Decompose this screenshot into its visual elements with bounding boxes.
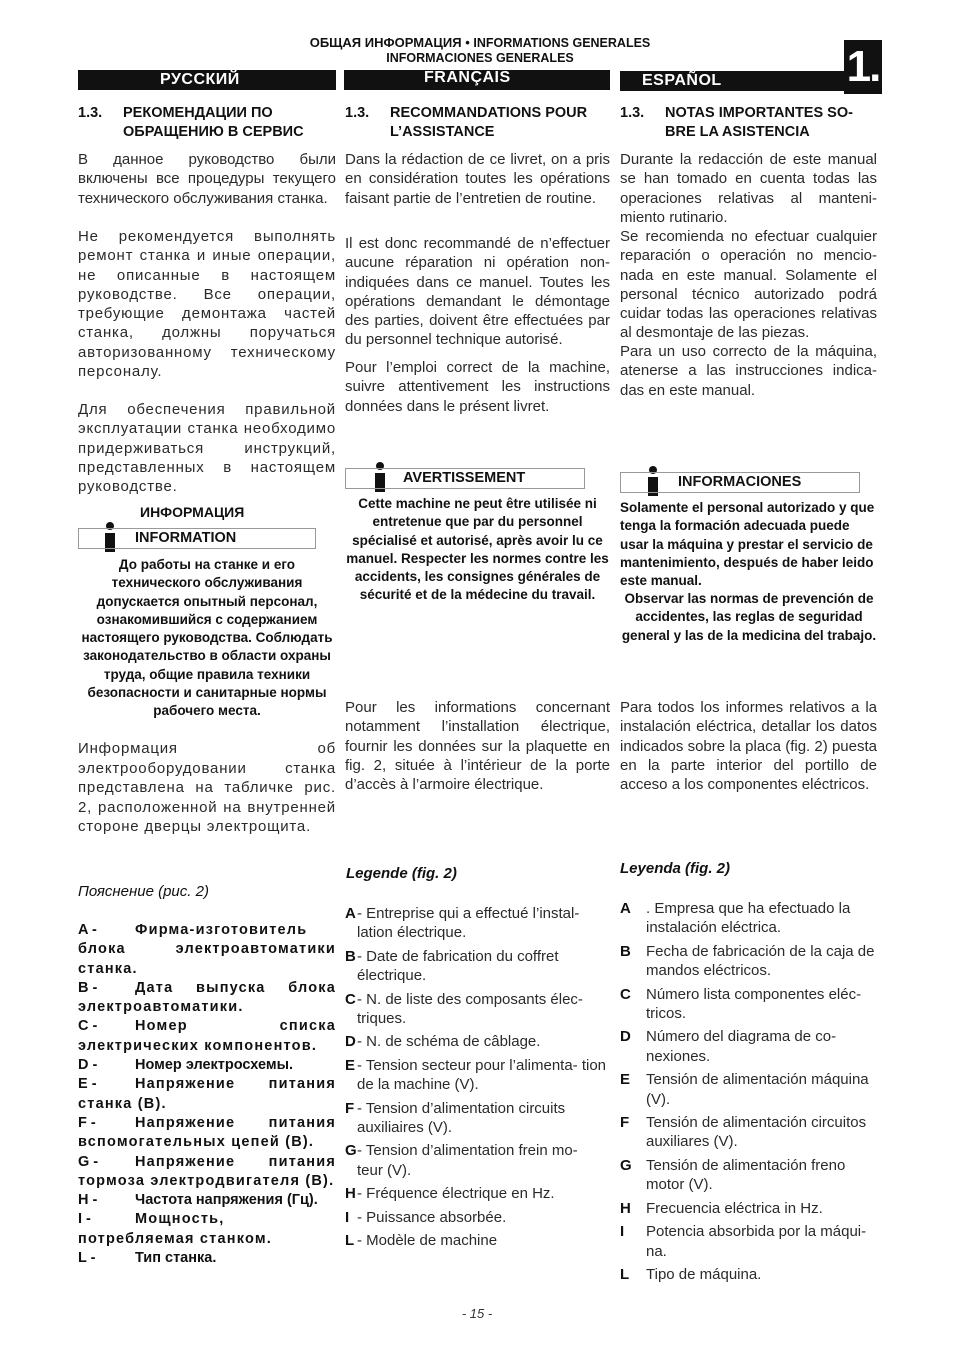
legend-letter: A xyxy=(345,905,356,922)
legend-text: - Puissance absorbée. xyxy=(357,1208,507,1226)
info-note-ru: До работы на станке и его технического обслуживания допускается опытный персонал, ознакомившийся с содержанием настоящего руководства. Соблюдать законодательство в области охраны труда, общие правила техники безопасности и санитарные нормы рабочего места. xyxy=(81,557,333,719)
legend-text: Tensión de alimentación circuitos auxiliares (V). xyxy=(646,1114,867,1151)
paragraph-fr-3: Pour l’emploi correct de la machine, suivre attentivement les instructions données dans le présent livret. xyxy=(345,359,610,415)
legend-text: Número lista componentes eléc- tricos. xyxy=(646,985,862,1023)
page-header xyxy=(200,35,760,66)
section-heading-ru xyxy=(78,104,336,144)
legend-text: Potencia absorbida por la máqui- na. xyxy=(646,1223,867,1260)
legend-text: Напряжение питания тормоза электродвигателя (В). xyxy=(78,1153,336,1189)
legend-letter: H xyxy=(620,1199,631,1217)
paragraph-es-1: Durante la redacción de este manual se han tomado en cuenta todas las operaciones relativas al manteni- miento rutinario. xyxy=(620,151,877,226)
legend-letter: C - xyxy=(78,1018,98,1035)
paragraph-ru-2: Не рекомендуется выполнять ремонт станка и иные операции, не описанные в настоящем руководстве. Все операции, требующие демонтажа частей станка, должны поручаться авторизованному техническому персоналу. xyxy=(78,228,336,381)
paragraph-es-2: Se recomienda no efectuar cualquier reparación o operación no mencio- nada en este manual. Solamente el personal técnico autorizado podrá cuidar todas las operaciones relativas al desmontaje de las piezas. xyxy=(620,228,877,342)
info-note-es-2: Observar las normas de prevención de accidentes, las reglas de seguridad general y las de la medicina del trabajo. xyxy=(621,591,877,643)
paragraph-fr-2: Il est donc recommandé de n’effectuer aucune réparation ni opération non-indiquées dans ce manuel. Toutes les opérations demandant le démontage des parties, doivent être effectuées par du personnel technique autorisé. xyxy=(345,235,610,349)
info-box-ru-label: INFORMATION xyxy=(78,528,316,549)
legend-letter: G xyxy=(620,1156,632,1174)
legend-letter: I xyxy=(345,1208,350,1226)
legend-text: Número del diagrama de co- nexiones. xyxy=(646,1028,837,1065)
warning-box-fr-label: AVERTISSEMENT xyxy=(345,468,585,489)
legend-item xyxy=(345,1231,607,1250)
legend-text: - Modèle de machine xyxy=(357,1232,498,1250)
legend-letter: E xyxy=(345,1056,356,1074)
section-heading-fr xyxy=(345,104,611,144)
legend-item xyxy=(78,979,336,1018)
legend-ru xyxy=(78,921,336,1268)
legend-text: Tipo de máquina. xyxy=(646,1265,762,1283)
info-box-ru-top-label: ИНФОРМАЦИЯ xyxy=(140,504,245,520)
legend-letter: C xyxy=(620,985,631,1003)
section-title-es: NOTAS IMPORTANTES SO- BRE LA ASISTENCIA xyxy=(665,105,853,140)
section-heading-es xyxy=(620,104,878,144)
legend-fr xyxy=(345,904,607,1255)
legend-item xyxy=(620,942,878,981)
legend-letter: B xyxy=(345,947,356,965)
lang-bar-fr xyxy=(344,70,610,90)
legend-letter: A xyxy=(620,900,631,917)
section-title-fr: RECOMMANDATIONS POUR L’ASSISTANCE xyxy=(390,105,588,140)
legend-letter: F - xyxy=(78,1114,96,1131)
legend-item xyxy=(78,1210,336,1249)
legend-text: - N. de schéma de câblage. xyxy=(357,1033,541,1051)
legend-item xyxy=(78,1249,336,1268)
legend-item xyxy=(620,1113,878,1152)
legend-title-es: Leyenda (fig. 2) xyxy=(620,860,731,877)
legend-text: Тип станка. xyxy=(135,1250,217,1267)
paragraph-ru-4: Информация об электрооборудовании станка представлена на табличке рис. 2, расположенной на внутренней стороне дверцы электрощита. xyxy=(78,740,336,835)
legend-item xyxy=(620,1027,878,1066)
header-title-es: INFORMACIONES GENERALES xyxy=(386,51,574,65)
header-line-1 xyxy=(200,35,760,51)
info-note-es-1: Solamente el personal autorizado y que tenga la formación adecuada puede usar la máquina y prestar el servicio de mantenimiento, después de haber leido este manual. xyxy=(620,500,875,589)
legend-letter: D - xyxy=(78,1057,98,1074)
legend-text: Дата выпуска блока электроавтоматики. xyxy=(78,979,336,1016)
legend-item xyxy=(78,1017,336,1056)
lang-label-fr: FRANÇAIS xyxy=(424,69,511,86)
legend-item xyxy=(620,1156,878,1195)
header-title-ru: ОБЩАЯ ИНФОРМАЦИЯ • xyxy=(309,35,470,50)
legend-text: Tensión de alimentación freno motor (V). xyxy=(646,1156,846,1194)
legend-letter: I - xyxy=(78,1211,91,1228)
section-title-ru: РЕКОМЕНДАЦИИ ПО ОБРАЩЕНИЮ В СЕРВИС xyxy=(123,105,304,140)
legend-text: Напряжение питания станка (В). xyxy=(78,1076,336,1112)
legend-letter: D xyxy=(345,1033,356,1051)
legend-item xyxy=(78,1114,336,1153)
legend-item xyxy=(620,899,878,938)
legend-item xyxy=(620,1222,878,1261)
legend-text: Мощность, потребляемая станком. xyxy=(78,1211,272,1247)
legend-item xyxy=(620,1265,878,1284)
legend-letter: A - xyxy=(78,922,97,938)
paragraph-fr-4: Pour les informations concernant notamment l’installation électrique, fournir les données sur la plaquette en fig. 2, située à l’intérieur de la porte d’accès à l’armoire électrique. xyxy=(345,699,610,794)
legend-letter: E xyxy=(620,1071,631,1089)
legend-text: . Empresa que ha efectuado la instalación eléctrica. xyxy=(646,900,851,937)
chapter-number: 1. xyxy=(844,40,882,94)
legend-letter: H xyxy=(345,1185,356,1203)
legend-item xyxy=(345,990,607,1029)
legend-text: - Date de fabrication du coffret électrique. xyxy=(357,947,559,985)
legend-item xyxy=(345,1141,607,1180)
legend-text: - Fréquence électrique en Hz. xyxy=(357,1185,555,1203)
legend-item xyxy=(620,985,878,1024)
legend-text: Фирма-изготовитель блока электроавтоматики станка. xyxy=(78,922,336,977)
legend-letter: E - xyxy=(78,1076,97,1093)
legend-letter: I xyxy=(620,1223,625,1241)
page-number: - 15 - xyxy=(461,1306,493,1321)
legend-letter: H - xyxy=(78,1192,98,1209)
legend-item xyxy=(78,1056,336,1075)
legend-letter: L - xyxy=(78,1250,96,1267)
lang-label-ru: РУССКИЙ xyxy=(160,71,240,88)
legend-text: Fecha de fabricación de la caja de mandos eléctricos. xyxy=(646,942,875,980)
paragraph-ru-3: Для обеспечения правильной эксплуатации станка необходимо придерживаться инструкций, представленных в настоящем руководстве. xyxy=(78,401,336,496)
legend-item xyxy=(345,1056,607,1095)
legend-item xyxy=(78,921,336,979)
legend-text: - N. de liste des composants élec- triques. xyxy=(357,990,583,1028)
legend-letter: B - xyxy=(78,979,98,996)
info-box-es-label: INFORMACIONES xyxy=(620,472,860,493)
legend-text: - Tension d’alimentation circuits auxiliaires (V). xyxy=(357,1099,566,1137)
legend-letter: G xyxy=(345,1142,357,1160)
legend-letter: F xyxy=(620,1114,630,1132)
legend-text: Частота напряжения (Гц). xyxy=(135,1192,318,1209)
legend-item xyxy=(620,1199,878,1218)
legend-es xyxy=(620,899,878,1288)
legend-letter: L xyxy=(345,1232,355,1250)
paragraph-fr-1: Dans la rédaction de ce livret, on a pris en considération toutes les opérations faisant partie de l’entretien de routine. xyxy=(345,151,610,207)
header-title-fr: INFORMATIONS GENERALES xyxy=(473,36,651,50)
section-number-es: 1.3. xyxy=(620,105,645,121)
legend-letter: C xyxy=(345,990,356,1008)
legend-item xyxy=(345,1099,607,1138)
legend-item xyxy=(78,1075,336,1114)
warning-note-fr: Cette machine ne peut être utilisée ni entretenue que par du personnel spécialisé et autorisé, après avoir lu ce manuel. Respecter les normes contre les accidents, les consignes générales de sécurité et de la médecine du travail. xyxy=(346,496,609,603)
legend-text: - Tension secteur pour l’alimenta- tion de la machine (V). xyxy=(357,1056,607,1094)
legend-text: - Entreprise qui a effectué l’instal- lation électrique. xyxy=(357,905,580,942)
legend-letter: D xyxy=(620,1028,631,1046)
legend-text: Номер электросхемы. xyxy=(135,1057,294,1074)
legend-text: Номер списка электрических компонентов. xyxy=(78,1018,336,1054)
legend-text: - Tension d’alimentation frein mo- teur (V). xyxy=(357,1142,578,1179)
paragraph-es-3: Para un uso correcto de la máquina, atenerse a las instrucciones indica- das en este manual. xyxy=(620,343,877,399)
lang-bar-ru xyxy=(78,70,336,90)
section-number-ru: 1.3. xyxy=(78,105,103,121)
legend-item xyxy=(345,1208,607,1227)
legend-item xyxy=(345,1032,607,1051)
legend-item xyxy=(345,904,607,943)
legend-title-ru: Пояснение (рис. 2) xyxy=(78,883,209,900)
legend-text: Tensión de alimentación máquina (V). xyxy=(646,1071,869,1108)
section-number-fr: 1.3. xyxy=(345,105,370,121)
legend-text: Frecuencia eléctrica in Hz. xyxy=(646,1199,823,1217)
paragraph-ru-1: В данное руководство были включены все процедуры текущего технического обслуживания станка. xyxy=(78,151,336,207)
legend-letter: B xyxy=(620,942,631,960)
paragraph-es-4: Para todos los informes relativos a la instalación eléctrica, detallar los datos indicados sobre la placa (fig. 2) puesta en la parte interior del portillo de acceso a los componentes eléctricos. xyxy=(620,699,877,794)
legend-text: Напряжение питания вспомогательных цепей (В). xyxy=(78,1114,336,1151)
lang-label-es: ESPAÑOL xyxy=(642,72,722,89)
legend-item xyxy=(345,1184,607,1203)
legend-letter: G - xyxy=(78,1153,99,1170)
legend-item xyxy=(78,1191,336,1210)
legend-title-fr: Legende (fig. 2) xyxy=(346,865,457,882)
legend-letter: F xyxy=(345,1099,355,1117)
legend-item xyxy=(345,947,607,986)
legend-letter: L xyxy=(620,1265,630,1283)
lang-bar-es xyxy=(620,71,844,91)
legend-item xyxy=(620,1070,878,1109)
legend-item xyxy=(78,1153,336,1192)
